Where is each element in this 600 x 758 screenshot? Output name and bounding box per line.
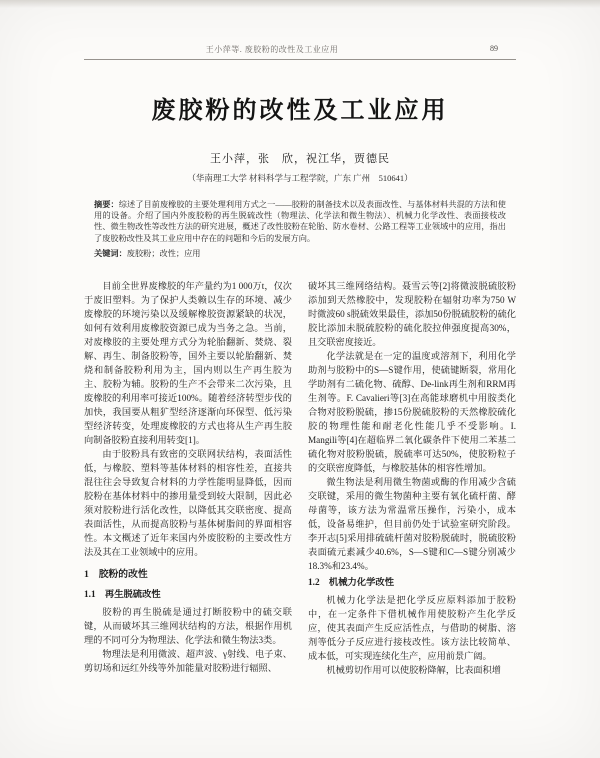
abstract [94,199,506,244]
running-title: 王小萍等. 废胶粉的改性及工业应用 [205,45,339,54]
section-heading-1-1: 1.1 再生脱硫改性 [84,589,161,600]
paragraph: 胶粉的再生脱硫是通过打断胶粉中的硫交联键，从而破坏其三维网状结构的方法，根据作用机理的不同可分为物理法、化学法和微生物法3类。 [84,606,292,645]
paragraph: 由于胶粉具有致密的交联网状结构，表面活性低，与橡胶、塑料等基体材料的相容性差，直接共混往往会导致复合材料的力学性能明显降低，因而胶粉在基体材料中的掺用量受到较大限制，因此必须对胶粉进行活化改性，以降低其交联密度、提高表面活性，从而提高胶粉与基体树脂间的界面相容性。本文概述了近年来国内外废胶粉的主要改性方法及其在工业领域中的应用。 [84,448,292,557]
header-divider [84,59,516,60]
keywords-text: 废胶粉；改性；应用 [126,248,201,258]
paragraph: 破坏其三维网络结构。聂雪云等[2]将微波脱硫胶粉添加到天然橡胶中，发现胶粉在辐射功率为750 W时微波60 s脱硫效果最佳，添加50份脱硫胶粉的硫化胶比添加未脱硫胶粉的硫化胶拉伸强度提高30%，且交联密度接近。 [308,280,516,347]
author-line: 王小萍，张 欣，祝江华，贾德民 [210,153,390,165]
paragraph: 目前全世界废橡胶的年产量约为1 000万t，仅次于废旧塑料。为了保护人类赖以生存的环境、减少废橡胶的环境污染以及缓解橡胶资源紧缺的状况，如何有效利用废橡胶资源已成为当务之急。当前，对废橡胶的主要处理方式分为轮胎翻新、焚烧、裂解、再生、制备胶粉等，国外主要以轮胎翻新、焚烧和制备胶粉利用为主，国内则以生产再生胶为主、胶粉为辅。胶粉的生产不会带来二次污染，且废橡胶的利用率可接近100%。随着经济转型步伐的加快，我国要从粗犷型经济逐渐向环保型、低污染型经济转变，处理废橡胶的方式也将从生产再生胶向制备胶粉直接利用转变[1]。 [84,280,292,445]
paragraph: 微生物法是利用微生物菌或酶的作用减少含硫交联键，采用的微生物菌种主要有氧化硫杆菌、酵母菌等，该方法为常温常压操作，污染小，成本低，设备易维护，但目前仍处于试验室研究阶段。李开志[5]采用排硫硫杆菌对胶粉脱硫时，脱硫胶粉表面硫元素减少40.6%，S—S键和C—S键分别减少18.3%和23.4%。 [308,476,516,571]
body-columns [84,279,516,677]
abstract-label: 摘要： [94,200,119,209]
right-column [308,279,516,677]
page-content [84,44,516,677]
paragraph: 化学法就是在一定的温度或溶剂下，利用化学助剂与胶粉中的S—S键作用，使硫键断裂，常用化学助剂有二硫化物、硫醇、De-link再生剂和RRM再生剂等。F. Cavalieri等[3]在高能球磨机中用胺类化合物对胶粉脱硫，掺15份脱硫胶粉的天然橡胶硫化胶的物理性能和耐老化性能几乎不受影响。I. Mangili等[4]在超临界二氧化碳条件下使用二苯基二硫化物对胶粉脱硫，脱硫率可达50%，使胶粉粒子的交联密度降低，与橡胶基体的相容性增加。 [308,350,516,473]
affiliation-line: （华南理工大学 材料科学与工程学院，广东 广州 510641） [187,173,413,183]
abstract-text: 综述了目前废橡胶的主要处理利用方式之一——胶粉的制备技术以及表面改性、与基体材料共混的方法和使用的设备。介绍了国内外废胶粉的再生脱硫改性（物理法、化学法和微生物法）、机械力化学改性、表面接枝改性、微生物改性等改性方法的研究进展，概述了改性胶粉在轮胎、防水卷材、公路工程等工业领域中的应用，指出了废胶粉改性及其工业应用中存在的问题和今后的发展方向。 [94,200,506,243]
paragraph: 机械力化学法是把化学反应原料添加于胶粉中，在一定条件下借机械作用使胶粉产生化学反应，使其表面产生反应活性点，与借助的树脂、溶剂等低分子反应进行接枝改性。该方法比较简单、成本低，可实现连续化生产，应用前景广阔。 [308,594,516,661]
section-heading-1-2: 1.2 机械力化学改性 [308,577,394,588]
paragraph: 物理法是利用微波、超声波、γ射线、电子束、剪切场和远红外线等外加能量对胶粉进行辐照、 [84,648,292,673]
section-heading-1: 1 胶粉的改性 [84,568,148,580]
left-column [84,279,292,677]
keywords [94,248,506,259]
running-head [84,44,516,56]
paragraph: 机械剪切作用可以使胶粉降解，比表面积增 [326,664,501,675]
page-number: 89 [490,44,498,53]
article-title: 废胶粉的改性及工业应用 [151,98,449,124]
keywords-label: 关键词： [94,248,127,258]
